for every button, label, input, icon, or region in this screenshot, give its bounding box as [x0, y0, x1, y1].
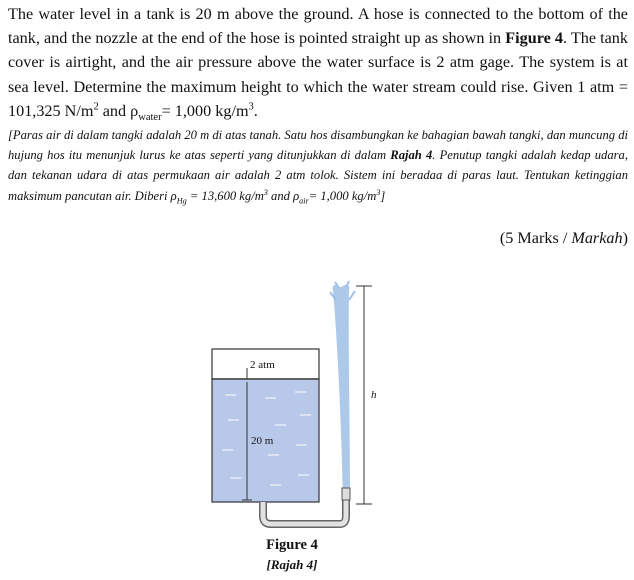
depth-label: 20 m [251, 435, 274, 447]
question-english: The water level in a tank is 20 m above the ground. A hose is connected to the bottom of the tank, and the nozzle at the end of the hose is pointed straight up as shown in Figure 4. The tank cover is airtight, and the air pressure above the water surface is 2 atm gage. The system is at sea level. Determine the maximum height to which the water stream could rise. Given 1 atm = 101,325 $N/m^2$ and $\rho_{water}= 1,000$ $kg/m^3$. [8, 5, 628, 124]
figure-caption: Figure 4 [266, 537, 318, 553]
height-label: h [371, 389, 377, 401]
water-jet [333, 285, 350, 500]
marks-label: (5 Marks / Markah) [499, 229, 628, 247]
nozzle [342, 488, 350, 500]
rajah-ref: Rajah 4 [390, 148, 433, 163]
question-malay: [Paras air di dalam tangki adalah 20 m di atas tanah. Satu hos disambungkan ke bahagian bawah tangki, dan muncung di hujung hos itu menunjuk lurus ke atas seperti yang ditunjukkan di dalam Rajah 4. Penutup tangki adalah kedap udara, dan tekanan udara di atas permukaan air adalah 2 atm tolok. Sistem ini beradaa di paras laut. Tentukan ketinggian maksimum pancutan air. Diberi $\rho_{Hg} = 13,600$ $kg/m^3$ and $\rho_{air}= 1,000$ $kg/m^3$] [8, 128, 628, 206]
figure-ref: Figure 4 [505, 29, 563, 48]
figure-caption-malay: [Rajah 4] [266, 557, 318, 572]
pressure-label: 2 atm [250, 359, 275, 371]
